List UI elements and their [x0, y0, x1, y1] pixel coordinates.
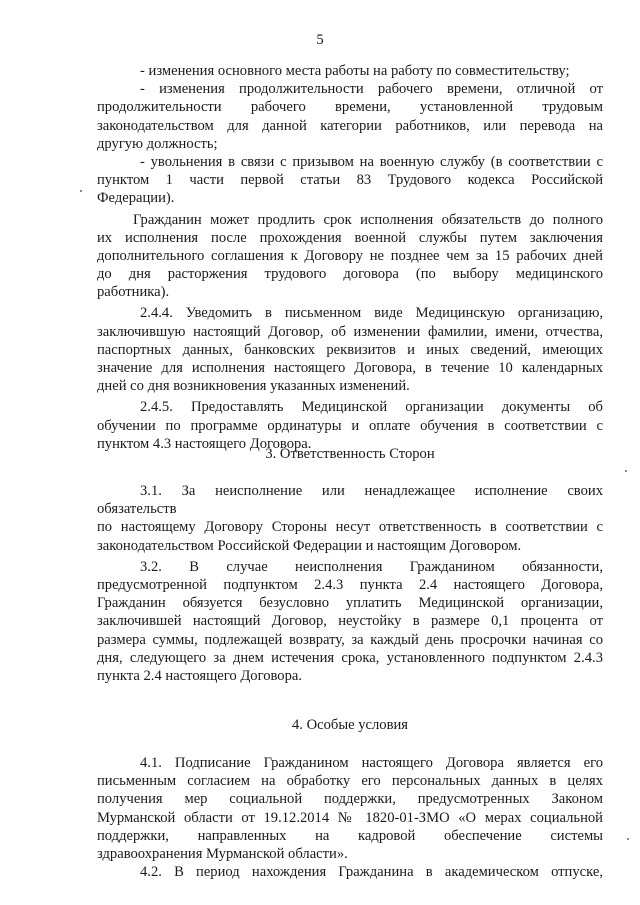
text-line: 4.2. В период нахождения Гражданина в академическом отпуске, [140, 864, 603, 881]
text-line: обязательств [97, 501, 177, 518]
text-line: пункта 2.4 настоящего Договора. [97, 667, 303, 684]
text-line: дней со дня возникновения указанных изменений. [97, 378, 410, 395]
text-line: паспортных данных, банковских реквизитов и иных сведений, имеющих [97, 341, 603, 358]
text-line: 3.2. В случае неисполнения Гражданином обязанности, [140, 558, 603, 575]
text-line: - изменения основного места работы на работу по совместительству; [140, 63, 570, 79]
text-line: 4.1. Подписание Гражданином настоящего Договора является его [140, 755, 603, 771]
scan-speck [625, 470, 627, 472]
text-line: законодательством для данной категории работников, или перевода на [97, 117, 603, 134]
text-line: Федерации). [97, 190, 175, 207]
text-line: письменным согласием на обработку его персональных данных в целях [97, 773, 603, 790]
text-line: по настоящему Договору Стороны несут ответственность в соответствии с [97, 519, 603, 536]
text-line: предусмотренной подпунктом 2.4.3 пункта 2.4 настоящего Договора, [97, 576, 603, 593]
text-line: здравоохранения Мурманской области». [97, 845, 348, 862]
text-line: 3.1. За неисполнение или ненадлежащее исполнение своих [140, 483, 603, 499]
text-line: их исполнения после прохождения военной службы путем заключения [97, 229, 603, 246]
section-2-continuation [97, 62, 603, 453]
text-line: поддержки, направленных на кадровой обеспечение системы [97, 827, 603, 844]
text-line: пунктом 1 части первой статьи 83 Трудового кодекса Российской [97, 172, 603, 189]
text-line: другую должность; [97, 135, 218, 152]
text-line: - увольнения в связи с призывом на военную службу (в соответствии с [140, 153, 603, 170]
scan-speck [80, 190, 82, 192]
section-4-title: 4. Особые условия [291, 717, 409, 733]
section-4-body [97, 754, 603, 881]
text-line: работника). [97, 284, 170, 301]
text-line: получения мер социальной поддержки, предусмотренных Законом [97, 791, 603, 808]
scan-speck [627, 838, 629, 840]
text-line: продолжительности рабочего времени, установленной трудовым [97, 99, 603, 116]
page-number: 5 [316, 32, 324, 48]
text-line: обучении по программе ординатуры и оплате обучения в соответствии с [97, 417, 603, 434]
text-line: - изменения продолжительности рабочего времени, отличной от [140, 81, 603, 98]
text-line: дополнительного соглашения к Договору не позднее чем за 15 рабочих дней [97, 247, 603, 264]
text-line: Мурманской области от 19.12.2014 № 1820-01-ЗМО «О мерах социальной [97, 809, 603, 826]
text-line: заключившую настоящий Договор, об изменении фамилии, имени, отчества, [97, 323, 603, 340]
text-line: значение для исполнения настоящего Договора, в течение 10 календарных [97, 360, 603, 376]
text-line: заключившей настоящий Договор, неустойку в размере 0,1 процента от [97, 613, 603, 630]
text-line: пунктом 4.3 настоящего Договора. [97, 435, 312, 452]
text-line: до дня расторжения трудового договора (по выбору медицинского [97, 266, 603, 283]
text-line: размера суммы, подлежащей возврату, за каждый день просрочки начиная со [97, 631, 603, 648]
section-3-body [97, 482, 603, 685]
section-3-title: 3. Ответственность Сторон [265, 446, 435, 462]
text-line: законодательством Российской Федерации и настоящим Договором. [97, 537, 522, 554]
text-line: Гражданин обязуется безусловно уплатить Медицинской организации, [97, 595, 603, 612]
text-line: Гражданин может продлить срок исполнения обязательств до полного [133, 211, 603, 228]
text-line: 2.4.5. Предоставлять Медицинской организации документы об [140, 399, 603, 416]
text-line: 2.4.4. Уведомить в письменном виде Медицинскую организацию, [140, 305, 603, 322]
text-line: дня, следующего за днем истечения срока, установленного подпунктом 2.4.3 [97, 649, 603, 666]
